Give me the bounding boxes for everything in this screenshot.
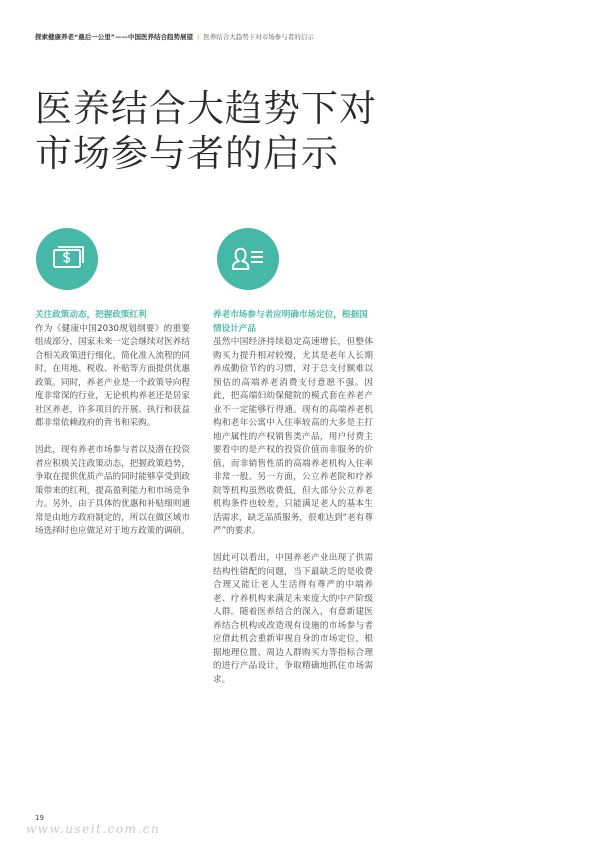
right-heading: 养老市场参与者应明确市场定位，根据国情设计产品: [213, 310, 368, 334]
page-title-line2: 市场参与者的启示: [35, 132, 339, 175]
running-header: [35, 33, 575, 42]
left-paragraph-2: 因此，现有养老市场参与者以及潜在投资者应积极关注政策动态，把握政策趋势，争取在提供优质产品的同时能够享受到政策带来的红利，提高盈利能力和市场竞争力。另外，由于具体的优惠和补贴细则通常是由地方政府制定的，所以在做区域市场选择时也应做足对于地方政策的调研。: [35, 445, 190, 536]
section-title: 医养结合大趋势下对市场参与者的启示: [203, 33, 314, 41]
right-column: [213, 309, 373, 687]
right-paragraph-2: 因此可以看出，中国养老产业出现了供需结构性错配的问题，当下最缺乏的是收费合理又能让老人生活得有尊严的中端养老、疗养机构来满足未来庞大的中产阶级人群。随着医养结合的深入，有意新建医养结合机构或改造现有设施的市场参与者应借此机会重新审视自身的市场定位，根据地理位置、周边人群购买力等指标合理的进行产品设计，争取精确地抓住市场需求。: [213, 553, 373, 685]
series-title: 探索健康养老“最后一公里”——中国医养结合趋势展望: [35, 33, 194, 41]
money-bill-icon: [36, 228, 98, 290]
header-separator: |: [197, 33, 200, 41]
page-title-line1: 医养结合大趋势下对: [35, 87, 377, 130]
page-title: [35, 86, 377, 176]
page-number: 19: [35, 814, 44, 822]
left-heading: 关注政策动态，把握政策红利: [35, 310, 147, 320]
left-paragraph-1: 作为《健康中国2030规划纲要》的重要组成部分，国家未来一定会继续对医养结合相关政策进行细化，简化准入流程的同时，在用地、税收、补贴等方面提供优惠政策。同时，养老产业是一个政策导向程度非常深的行业，无论机构养老还是居家社区养老，许多项目的开展、执行和获益都非常依赖政府的背书和采购。: [35, 323, 190, 428]
right-paragraph-1: 虽然中国经济持续稳定高速增长，但整体购买力提升相对较慢，尤其是老年人长期养成勤俭节约的习惯，对于总支付额难以预估的高端养老消费支付意愿不强。因此，把高端妇幼保健院的模式套在养老产业不一定能够行得通。现有的高端养老机构和老年公寓中入住率较高的大多是主打地产属性的产权销售类产品，用户付费主要看中的是产权的投资价值而非服务的价值，而非销售性质的高端养老机构入住率非常一般。另一方面，公立养老院和疗养院等机构虽然收费低，但大部分公立养老机构条件也较差，只能满足老人的基本生活需求，缺乏品质服务，很难达到“老有尊严”的要求。: [213, 337, 373, 536]
watermark: www.useit.com.cn: [26, 822, 161, 836]
person-list-icon: [217, 228, 279, 290]
left-column: [35, 309, 190, 539]
